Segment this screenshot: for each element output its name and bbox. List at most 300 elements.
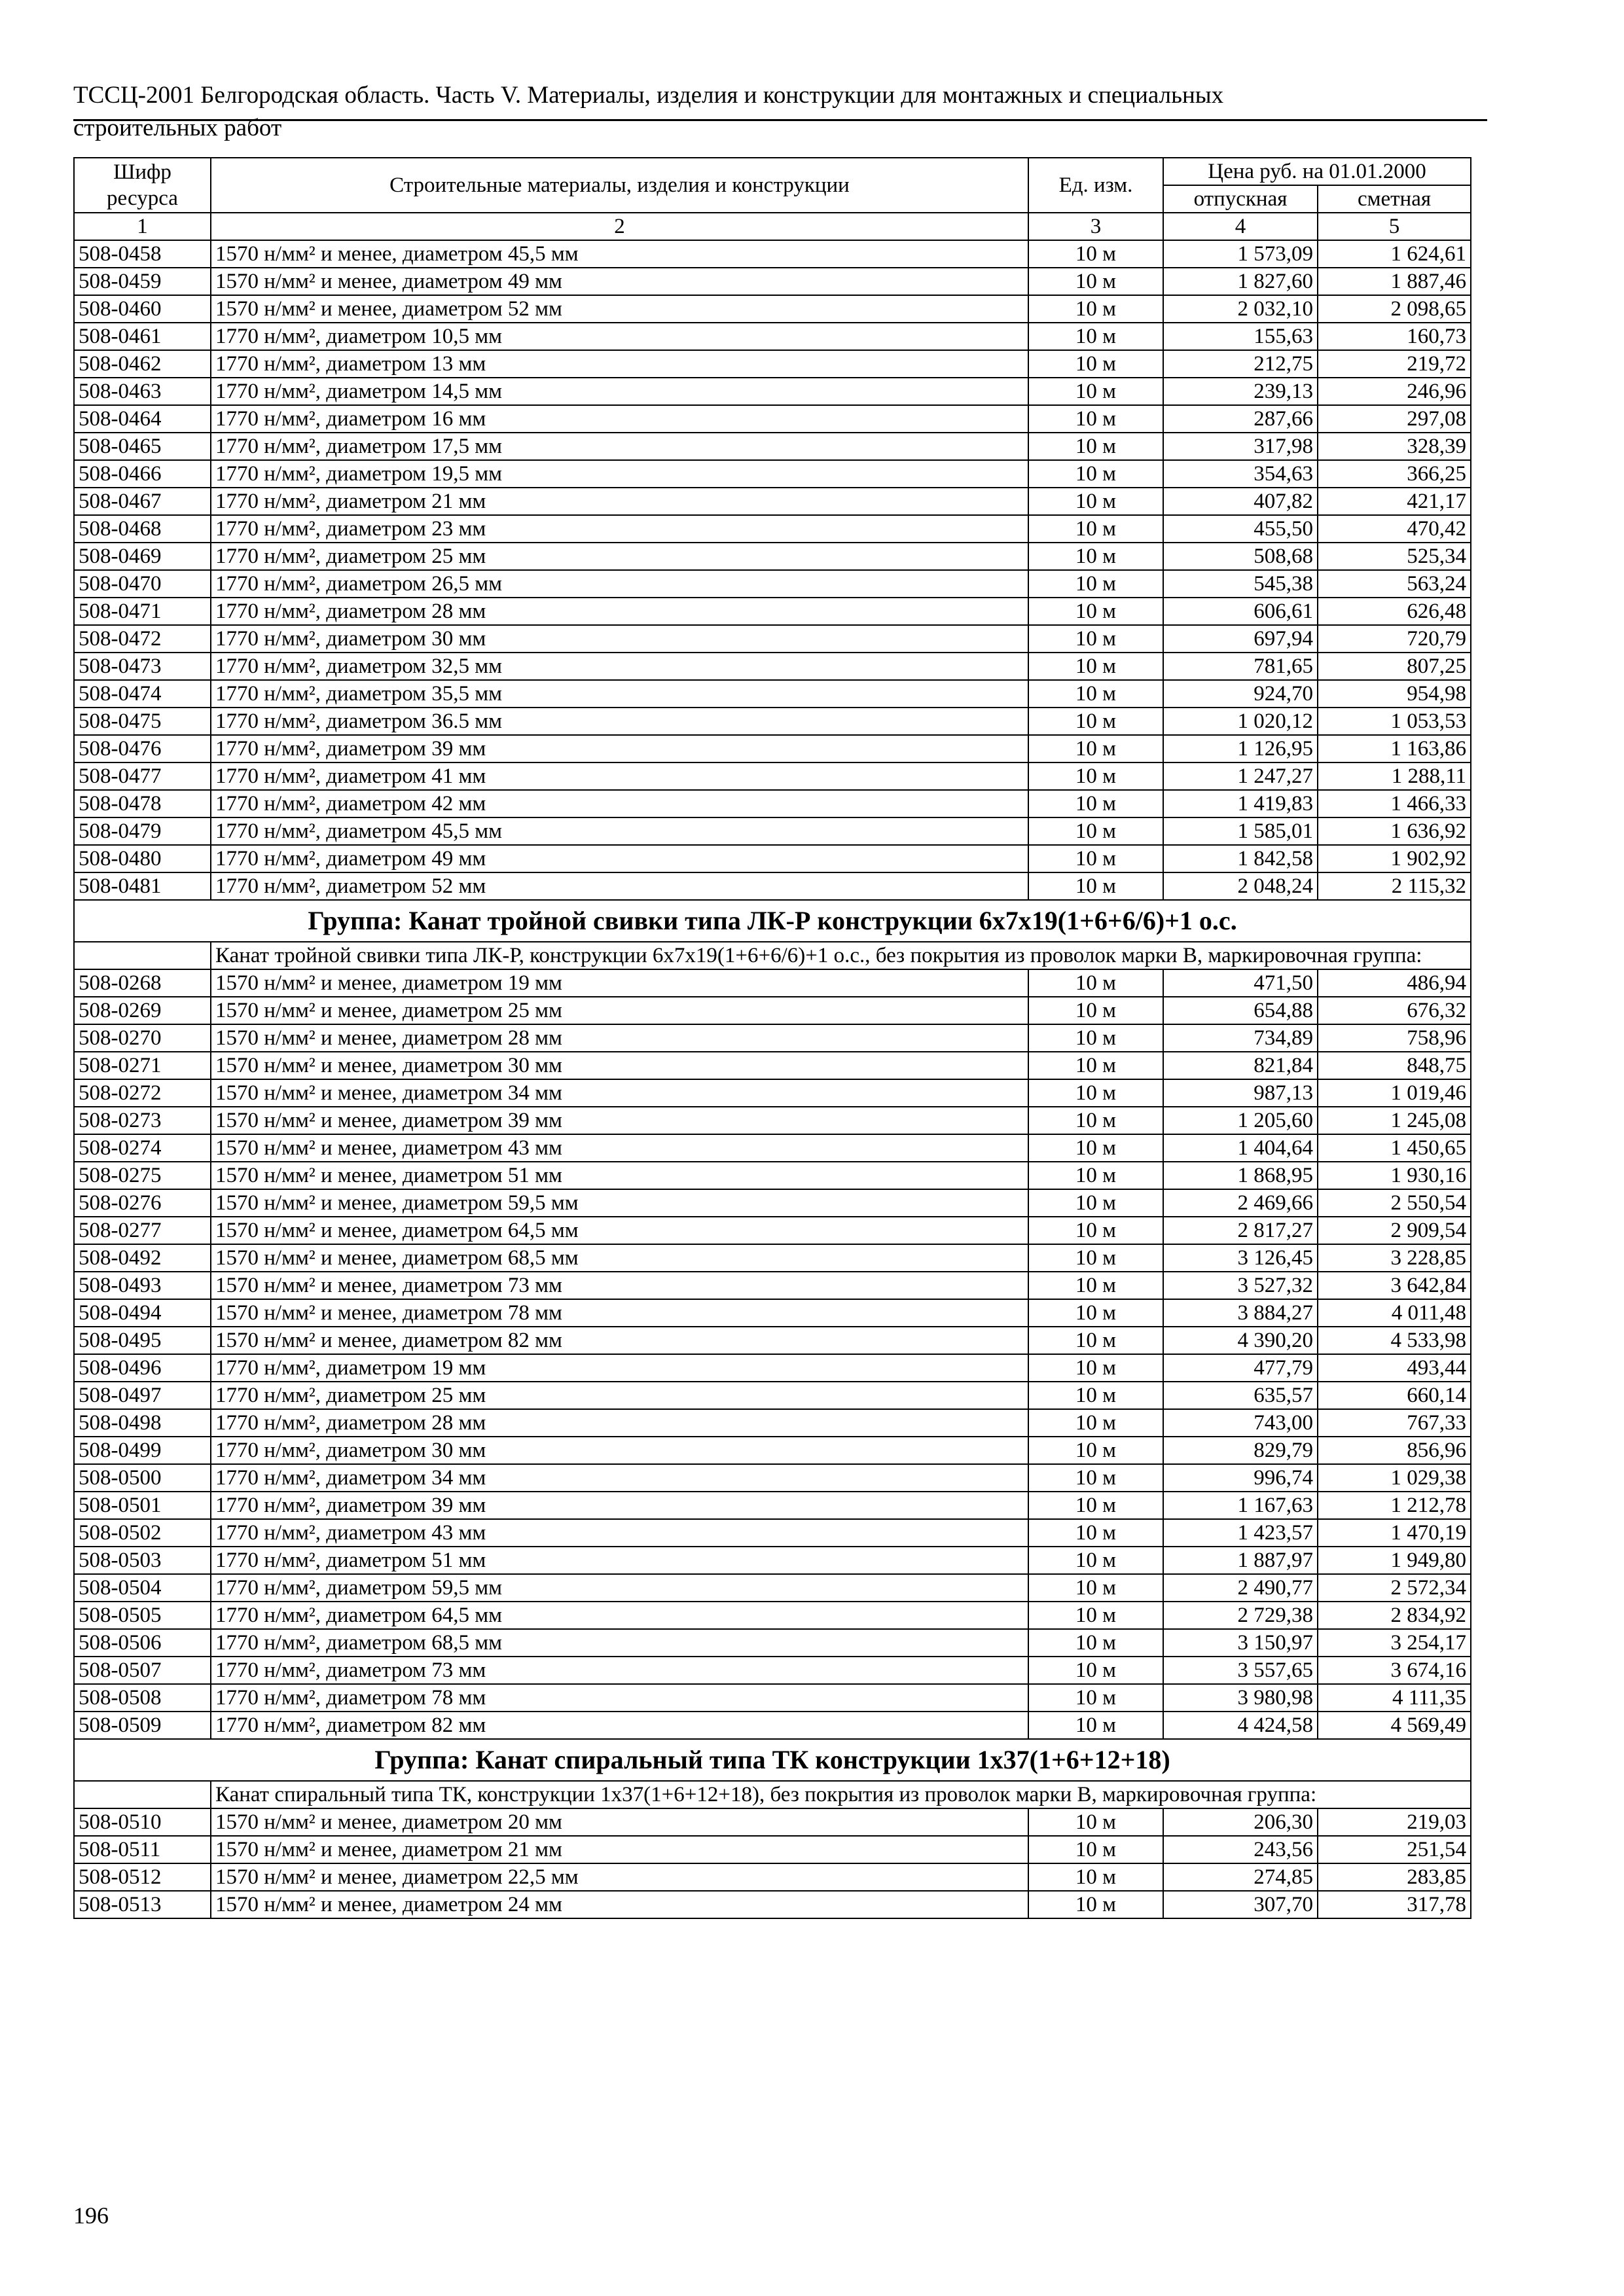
material-name-cell: 1770 н/мм², диаметром 13 мм [211, 350, 1028, 378]
group-description: Канат тройной свивки типа ЛК-Р, конструкции 6х7х19(1+6+6/6)+1 о.с., без покрытия из проволок марки В, маркировочная группа: [211, 942, 1471, 969]
material-name-cell: 1770 н/мм², диаметром 39 мм [211, 735, 1028, 762]
release-price-cell: 924,70 [1163, 680, 1318, 708]
page-number: 196 [73, 2202, 109, 2229]
unit-cell: 10 м [1028, 680, 1163, 708]
material-name-cell: 1770 н/мм², диаметром 43 мм [211, 1519, 1028, 1547]
release-price-cell: 4 424,58 [1163, 1712, 1318, 1739]
col-number: 5 [1318, 213, 1471, 240]
table-row [74, 653, 1471, 680]
release-price-cell: 155,63 [1163, 323, 1318, 350]
estimate-price-cell: 1 636,92 [1318, 817, 1471, 845]
table-row [74, 845, 1471, 872]
material-name-cell: 1570 н/мм² и менее, диаметром 39 мм [211, 1107, 1028, 1134]
unit-cell: 10 м [1028, 1409, 1163, 1437]
unit-cell: 10 м [1028, 1079, 1163, 1107]
unit-cell: 10 м [1028, 1519, 1163, 1547]
column-numbers-row [74, 213, 1471, 240]
unit-cell: 10 м [1028, 817, 1163, 845]
estimate-price-cell: 1 624,61 [1318, 240, 1471, 268]
resource-code-cell: 508-0510 [74, 1808, 211, 1836]
resource-code-cell: 508-0468 [74, 515, 211, 543]
unit-cell: 10 м [1028, 872, 1163, 900]
estimate-price-cell: 486,94 [1318, 969, 1471, 997]
table-row [74, 1863, 1471, 1891]
page-header [73, 81, 1487, 143]
estimate-price-cell: 1 466,33 [1318, 790, 1471, 817]
table-row [74, 350, 1471, 378]
table-row [74, 1891, 1471, 1918]
release-price-cell: 1 205,60 [1163, 1107, 1318, 1134]
unit-cell: 10 м [1028, 378, 1163, 405]
material-name-cell: 1770 н/мм², диаметром 23 мм [211, 515, 1028, 543]
release-price-cell: 4 390,20 [1163, 1327, 1318, 1354]
release-price-cell: 2 490,77 [1163, 1574, 1318, 1602]
group-desc-row [74, 1781, 1471, 1808]
material-name-cell: 1770 н/мм², диаметром 21 мм [211, 488, 1028, 515]
estimate-price-cell: 1 470,19 [1318, 1519, 1471, 1547]
estimate-price-cell: 848,75 [1318, 1052, 1471, 1079]
table-row [74, 515, 1471, 543]
unit-cell: 10 м [1028, 1354, 1163, 1382]
material-name-cell: 1570 н/мм² и менее, диаметром 68,5 мм [211, 1244, 1028, 1272]
estimate-price-cell: 219,72 [1318, 350, 1471, 378]
estimate-price-cell: 1 887,46 [1318, 268, 1471, 295]
estimate-price-cell: 283,85 [1318, 1863, 1471, 1891]
release-price-cell: 697,94 [1163, 625, 1318, 653]
material-name-cell: 1770 н/мм², диаметром 35,5 мм [211, 680, 1028, 708]
release-price-cell: 1 868,95 [1163, 1162, 1318, 1189]
estimate-price-cell: 3 674,16 [1318, 1657, 1471, 1684]
estimate-price-cell: 1 288,11 [1318, 762, 1471, 790]
release-price-cell: 2 032,10 [1163, 295, 1318, 323]
release-price-cell: 821,84 [1163, 1052, 1318, 1079]
resource-code-cell: 508-0271 [74, 1052, 211, 1079]
table-row [74, 460, 1471, 488]
release-price-cell: 239,13 [1163, 378, 1318, 405]
resource-code-cell: 508-0508 [74, 1684, 211, 1712]
release-price-cell: 3 150,97 [1163, 1629, 1318, 1657]
table-row [74, 268, 1471, 295]
table-row [74, 543, 1471, 570]
release-price-cell: 2 729,38 [1163, 1602, 1318, 1629]
estimate-price-cell: 4 533,98 [1318, 1327, 1471, 1354]
resource-code-cell: 508-0477 [74, 762, 211, 790]
resource-code-cell: 508-0463 [74, 378, 211, 405]
unit-cell: 10 м [1028, 735, 1163, 762]
estimate-price-cell: 470,42 [1318, 515, 1471, 543]
resource-code-cell: 508-0462 [74, 350, 211, 378]
col-header-estimate: сметная [1318, 185, 1471, 213]
estimate-price-cell: 1 053,53 [1318, 708, 1471, 735]
unit-cell: 10 м [1028, 1712, 1163, 1739]
estimate-price-cell: 1 212,78 [1318, 1492, 1471, 1519]
material-name-cell: 1770 н/мм², диаметром 28 мм [211, 1409, 1028, 1437]
release-price-cell: 508,68 [1163, 543, 1318, 570]
estimate-price-cell: 160,73 [1318, 323, 1471, 350]
material-name-cell: 1770 н/мм², диаметром 17,5 мм [211, 433, 1028, 460]
table-row [74, 1836, 1471, 1863]
estimate-price-cell: 856,96 [1318, 1437, 1471, 1464]
material-name-cell: 1770 н/мм², диаметром 14,5 мм [211, 378, 1028, 405]
table-row [74, 1244, 1471, 1272]
unit-cell: 10 м [1028, 997, 1163, 1024]
release-price-cell: 996,74 [1163, 1464, 1318, 1492]
unit-cell: 10 м [1028, 1107, 1163, 1134]
table-row [74, 1382, 1471, 1409]
estimate-price-cell: 493,44 [1318, 1354, 1471, 1382]
estimate-price-cell: 2 098,65 [1318, 295, 1471, 323]
estimate-price-cell: 4 569,49 [1318, 1712, 1471, 1739]
resource-code-cell: 508-0464 [74, 405, 211, 433]
material-name-cell: 1770 н/мм², диаметром 82 мм [211, 1712, 1028, 1739]
resource-code-cell: 508-0270 [74, 1024, 211, 1052]
material-name-cell: 1770 н/мм², диаметром 78 мм [211, 1684, 1028, 1712]
unit-cell: 10 м [1028, 1217, 1163, 1244]
material-name-cell: 1770 н/мм², диаметром 68,5 мм [211, 1629, 1028, 1657]
group-title-row [74, 1739, 1471, 1781]
table-row [74, 1134, 1471, 1162]
resource-code-cell: 508-0458 [74, 240, 211, 268]
table-row [74, 488, 1471, 515]
material-name-cell: 1770 н/мм², диаметром 59,5 мм [211, 1574, 1028, 1602]
estimate-price-cell: 1 029,38 [1318, 1464, 1471, 1492]
release-price-cell: 3 884,27 [1163, 1299, 1318, 1327]
col-header-code: Шифр ресурса [74, 158, 211, 213]
release-price-cell: 1 423,57 [1163, 1519, 1318, 1547]
material-name-cell: 1570 н/мм² и менее, диаметром 30 мм [211, 1052, 1028, 1079]
estimate-price-cell: 3 228,85 [1318, 1244, 1471, 1272]
release-price-cell: 1 573,09 [1163, 240, 1318, 268]
unit-cell: 10 м [1028, 1382, 1163, 1409]
release-price-cell: 987,13 [1163, 1079, 1318, 1107]
release-price-cell: 781,65 [1163, 653, 1318, 680]
release-price-cell: 743,00 [1163, 1409, 1318, 1437]
resource-code-cell: 508-0476 [74, 735, 211, 762]
unit-cell: 10 м [1028, 1024, 1163, 1052]
resource-code-cell: 508-0469 [74, 543, 211, 570]
release-price-cell: 206,30 [1163, 1808, 1318, 1836]
group-title: Группа: Канат спиральный типа ТК конструкции 1х37(1+6+12+18) [74, 1739, 1471, 1781]
material-name-cell: 1570 н/мм² и менее, диаметром 59,5 мм [211, 1189, 1028, 1217]
table-row [74, 969, 1471, 997]
material-name-cell: 1770 н/мм², диаметром 25 мм [211, 1382, 1028, 1409]
estimate-price-cell: 251,54 [1318, 1836, 1471, 1863]
release-price-cell: 635,57 [1163, 1382, 1318, 1409]
material-name-cell: 1770 н/мм², диаметром 45,5 мм [211, 817, 1028, 845]
unit-cell: 10 м [1028, 433, 1163, 460]
col-header-release: отпускная [1163, 185, 1318, 213]
unit-cell: 10 м [1028, 1134, 1163, 1162]
col-number: 3 [1028, 213, 1163, 240]
resource-code-cell: 508-0479 [74, 817, 211, 845]
header-line-1: ТССЦ-2001 Белгородская область. Часть V. Материалы, изделия и конструкции для монтажных и специальных [73, 82, 1224, 109]
resource-code-cell: 508-0461 [74, 323, 211, 350]
release-price-cell: 1 887,97 [1163, 1547, 1318, 1574]
estimate-price-cell: 563,24 [1318, 570, 1471, 598]
unit-cell: 10 м [1028, 653, 1163, 680]
table-row [74, 1574, 1471, 1602]
unit-cell: 10 м [1028, 350, 1163, 378]
release-price-cell: 654,88 [1163, 997, 1318, 1024]
table-row [74, 817, 1471, 845]
unit-cell: 10 м [1028, 969, 1163, 997]
unit-cell: 10 м [1028, 708, 1163, 735]
material-name-cell: 1770 н/мм², диаметром 52 мм [211, 872, 1028, 900]
material-name-cell: 1770 н/мм², диаметром 42 мм [211, 790, 1028, 817]
unit-cell: 10 м [1028, 598, 1163, 625]
resource-code-cell: 508-0493 [74, 1272, 211, 1299]
material-name-cell: 1770 н/мм², диаметром 32,5 мм [211, 653, 1028, 680]
release-price-cell: 471,50 [1163, 969, 1318, 997]
release-price-cell: 477,79 [1163, 1354, 1318, 1382]
release-price-cell: 3 527,32 [1163, 1272, 1318, 1299]
resource-code-cell: 508-0474 [74, 680, 211, 708]
price-table [73, 157, 1471, 1919]
resource-code-cell: 508-0465 [74, 433, 211, 460]
group-description: Канат спиральный типа ТК, конструкции 1х37(1+6+12+18), без покрытия из проволок марки В, маркировочная группа: [211, 1781, 1471, 1808]
table-row [74, 1602, 1471, 1629]
estimate-price-cell: 767,33 [1318, 1409, 1471, 1437]
unit-cell: 10 м [1028, 1863, 1163, 1891]
resource-code-cell: 508-0471 [74, 598, 211, 625]
release-price-cell: 407,82 [1163, 488, 1318, 515]
release-price-cell: 2 048,24 [1163, 872, 1318, 900]
unit-cell: 10 м [1028, 1052, 1163, 1079]
resource-code-cell: 508-0495 [74, 1327, 211, 1354]
table-row [74, 708, 1471, 735]
material-name-cell: 1570 н/мм² и менее, диаметром 20 мм [211, 1808, 1028, 1836]
resource-code-cell: 508-0498 [74, 1409, 211, 1437]
material-name-cell: 1570 н/мм² и менее, диаметром 49 мм [211, 268, 1028, 295]
estimate-price-cell: 525,34 [1318, 543, 1471, 570]
resource-code-cell: 508-0503 [74, 1547, 211, 1574]
estimate-price-cell: 317,78 [1318, 1891, 1471, 1918]
header-rule [73, 119, 1487, 121]
material-name-cell: 1570 н/мм² и менее, диаметром 28 мм [211, 1024, 1028, 1052]
resource-code-cell: 508-0467 [74, 488, 211, 515]
release-price-cell: 354,63 [1163, 460, 1318, 488]
material-name-cell: 1570 н/мм² и менее, диаметром 64,5 мм [211, 1217, 1028, 1244]
resource-code-cell: 508-0459 [74, 268, 211, 295]
resource-code-cell: 508-0478 [74, 790, 211, 817]
release-price-cell: 1 167,63 [1163, 1492, 1318, 1519]
material-name-cell: 1570 н/мм² и менее, диаметром 24 мм [211, 1891, 1028, 1918]
unit-cell: 10 м [1028, 1244, 1163, 1272]
material-name-cell: 1770 н/мм², диаметром 28 мм [211, 598, 1028, 625]
table-row [74, 1492, 1471, 1519]
table-row [74, 680, 1471, 708]
release-price-cell: 606,61 [1163, 598, 1318, 625]
unit-cell: 10 м [1028, 460, 1163, 488]
estimate-price-cell: 1 163,86 [1318, 735, 1471, 762]
release-price-cell: 455,50 [1163, 515, 1318, 543]
unit-cell: 10 м [1028, 1574, 1163, 1602]
material-name-cell: 1770 н/мм², диаметром 30 мм [211, 625, 1028, 653]
resource-code-cell: 508-0466 [74, 460, 211, 488]
table-row [74, 570, 1471, 598]
material-name-cell: 1770 н/мм², диаметром 19,5 мм [211, 460, 1028, 488]
table-row [74, 1052, 1471, 1079]
material-name-cell: 1770 н/мм², диаметром 34 мм [211, 1464, 1028, 1492]
release-price-cell: 1 419,83 [1163, 790, 1318, 817]
material-name-cell: 1770 н/мм², диаметром 16 мм [211, 405, 1028, 433]
unit-cell: 10 м [1028, 240, 1163, 268]
resource-code-cell: 508-0275 [74, 1162, 211, 1189]
release-price-cell: 243,56 [1163, 1836, 1318, 1863]
resource-code-cell: 508-0272 [74, 1079, 211, 1107]
material-name-cell: 1570 н/мм² и менее, диаметром 25 мм [211, 997, 1028, 1024]
estimate-price-cell: 1 902,92 [1318, 845, 1471, 872]
resource-code-cell: 508-0506 [74, 1629, 211, 1657]
material-name-cell: 1570 н/мм² и менее, диаметром 52 мм [211, 295, 1028, 323]
table-row [74, 625, 1471, 653]
table-row [74, 1299, 1471, 1327]
table-row [74, 405, 1471, 433]
material-name-cell: 1770 н/мм², диаметром 36.5 мм [211, 708, 1028, 735]
unit-cell: 10 м [1028, 762, 1163, 790]
resource-code-cell: 508-0276 [74, 1189, 211, 1217]
release-price-cell: 734,89 [1163, 1024, 1318, 1052]
resource-code-cell: 508-0507 [74, 1657, 211, 1684]
release-price-cell: 1 020,12 [1163, 708, 1318, 735]
unit-cell: 10 м [1028, 488, 1163, 515]
release-price-cell: 1 404,64 [1163, 1134, 1318, 1162]
group-c-header [74, 1739, 1471, 1808]
table-row [74, 1519, 1471, 1547]
header-line-2: строительных работ [73, 115, 282, 141]
group-desc-code-cell [74, 942, 211, 969]
unit-cell: 10 м [1028, 515, 1163, 543]
estimate-price-cell: 807,25 [1318, 653, 1471, 680]
resource-code-cell: 508-0273 [74, 1107, 211, 1134]
table-row [74, 1107, 1471, 1134]
unit-cell: 10 м [1028, 268, 1163, 295]
estimate-price-cell: 2 550,54 [1318, 1189, 1471, 1217]
estimate-price-cell: 297,08 [1318, 405, 1471, 433]
table-row [74, 1657, 1471, 1684]
unit-cell: 10 м [1028, 625, 1163, 653]
release-price-cell: 307,70 [1163, 1891, 1318, 1918]
table-row [74, 323, 1471, 350]
rows-section-b [74, 969, 1471, 1739]
material-name-cell: 1770 н/мм², диаметром 10,5 мм [211, 323, 1028, 350]
unit-cell: 10 м [1028, 1299, 1163, 1327]
material-name-cell: 1570 н/мм² и менее, диаметром 73 мм [211, 1272, 1028, 1299]
estimate-price-cell: 1 450,65 [1318, 1134, 1471, 1162]
table-row [74, 1024, 1471, 1052]
unit-cell: 10 м [1028, 1492, 1163, 1519]
resource-code-cell: 508-0512 [74, 1863, 211, 1891]
resource-code-cell: 508-0504 [74, 1574, 211, 1602]
material-name-cell: 1770 н/мм², диаметром 64,5 мм [211, 1602, 1028, 1629]
material-name-cell: 1570 н/мм² и менее, диаметром 78 мм [211, 1299, 1028, 1327]
release-price-cell: 545,38 [1163, 570, 1318, 598]
material-name-cell: 1770 н/мм², диаметром 41 мм [211, 762, 1028, 790]
estimate-price-cell: 3 254,17 [1318, 1629, 1471, 1657]
estimate-price-cell: 328,39 [1318, 433, 1471, 460]
unit-cell: 10 м [1028, 845, 1163, 872]
resource-code-cell: 508-0511 [74, 1836, 211, 1863]
unit-cell: 10 м [1028, 570, 1163, 598]
table-row [74, 1162, 1471, 1189]
resource-code-cell: 508-0501 [74, 1492, 211, 1519]
release-price-cell: 3 126,45 [1163, 1244, 1318, 1272]
release-price-cell: 1 247,27 [1163, 762, 1318, 790]
unit-cell: 10 м [1028, 1327, 1163, 1354]
material-name-cell: 1570 н/мм² и менее, диаметром 43 мм [211, 1134, 1028, 1162]
resource-code-cell: 508-0268 [74, 969, 211, 997]
table-row [74, 1272, 1471, 1299]
unit-cell: 10 м [1028, 1162, 1163, 1189]
release-price-cell: 3 980,98 [1163, 1684, 1318, 1712]
release-price-cell: 274,85 [1163, 1863, 1318, 1891]
estimate-price-cell: 366,25 [1318, 460, 1471, 488]
resource-code-cell: 508-0492 [74, 1244, 211, 1272]
estimate-price-cell: 1 930,16 [1318, 1162, 1471, 1189]
estimate-price-cell: 758,96 [1318, 1024, 1471, 1052]
material-name-cell: 1770 н/мм², диаметром 25 мм [211, 543, 1028, 570]
unit-cell: 10 м [1028, 295, 1163, 323]
material-name-cell: 1570 н/мм² и менее, диаметром 21 мм [211, 1836, 1028, 1863]
col-number: 2 [211, 213, 1028, 240]
resource-code-cell: 508-0473 [74, 653, 211, 680]
table-row [74, 790, 1471, 817]
resource-code-cell: 508-0509 [74, 1712, 211, 1739]
col-number: 1 [74, 213, 211, 240]
table-row [74, 1217, 1471, 1244]
unit-cell: 10 м [1028, 1272, 1163, 1299]
estimate-price-cell: 1 949,80 [1318, 1547, 1471, 1574]
table-row [74, 1712, 1471, 1739]
rows-section-a [74, 240, 1471, 900]
table-row [74, 735, 1471, 762]
resource-code-cell: 508-0505 [74, 1602, 211, 1629]
resource-code-cell: 508-0269 [74, 997, 211, 1024]
resource-code-cell: 508-0475 [74, 708, 211, 735]
table-row [74, 1629, 1471, 1657]
resource-code-cell: 508-0472 [74, 625, 211, 653]
group-desc-code-cell [74, 1781, 211, 1808]
group-b-header [74, 900, 1471, 969]
col-header-price: Цена руб. на 01.01.2000 [1163, 158, 1471, 185]
material-name-cell: 1570 н/мм² и менее, диаметром 45,5 мм [211, 240, 1028, 268]
table-row [74, 1808, 1471, 1836]
resource-code-cell: 508-0513 [74, 1891, 211, 1918]
release-price-cell: 2 469,66 [1163, 1189, 1318, 1217]
group-desc-row [74, 942, 1471, 969]
estimate-price-cell: 720,79 [1318, 625, 1471, 653]
table-row [74, 997, 1471, 1024]
release-price-cell: 287,66 [1163, 405, 1318, 433]
col-number: 4 [1163, 213, 1318, 240]
unit-cell: 10 м [1028, 1657, 1163, 1684]
unit-cell: 10 м [1028, 1684, 1163, 1712]
resource-code-cell: 508-0481 [74, 872, 211, 900]
unit-cell: 10 м [1028, 405, 1163, 433]
rows-section-c [74, 1808, 1471, 1918]
unit-cell: 10 м [1028, 543, 1163, 570]
material-name-cell: 1770 н/мм², диаметром 39 мм [211, 1492, 1028, 1519]
table-row [74, 240, 1471, 268]
release-price-cell: 212,75 [1163, 350, 1318, 378]
unit-cell: 10 м [1028, 1629, 1163, 1657]
release-price-cell: 1 126,95 [1163, 735, 1318, 762]
resource-code-cell: 508-0500 [74, 1464, 211, 1492]
release-price-cell: 3 557,65 [1163, 1657, 1318, 1684]
material-name-cell: 1570 н/мм² и менее, диаметром 82 мм [211, 1327, 1028, 1354]
table-row [74, 762, 1471, 790]
table-row [74, 1437, 1471, 1464]
